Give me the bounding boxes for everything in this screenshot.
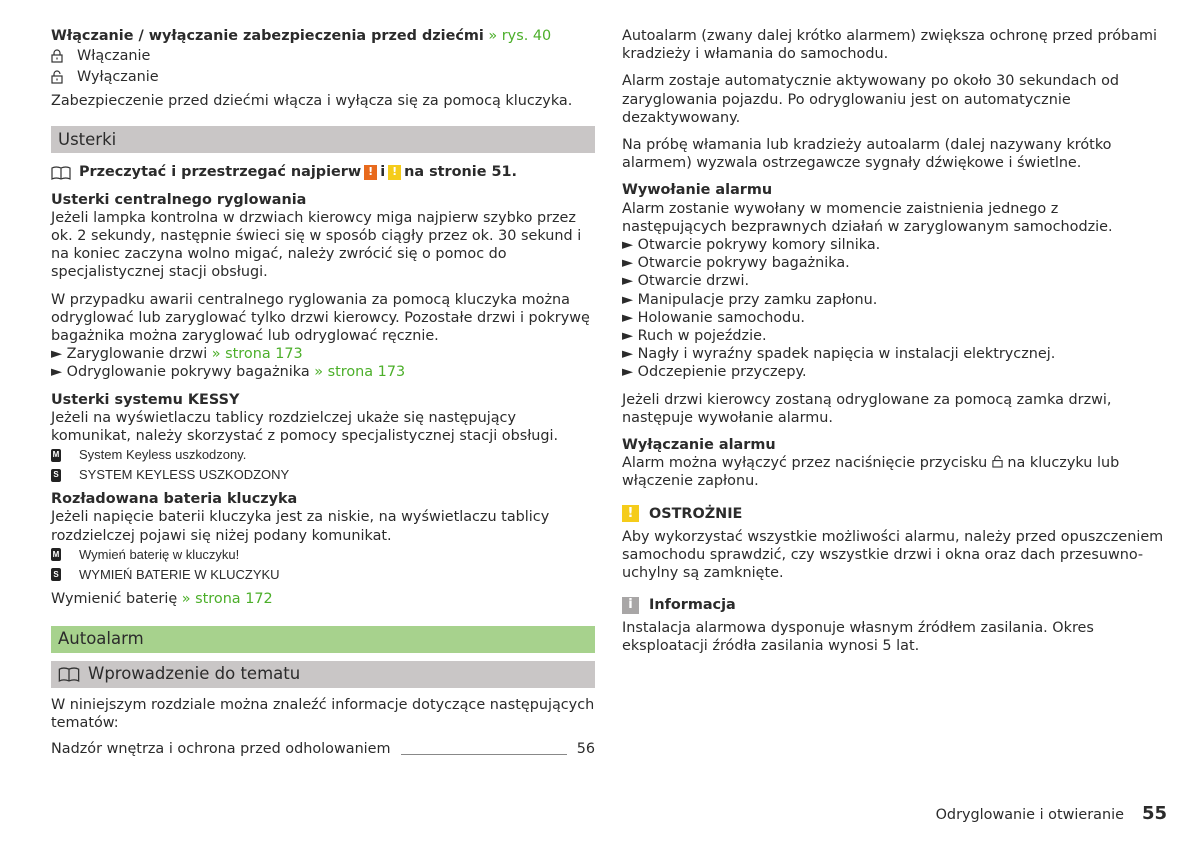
battery-replace (51, 590, 595, 608)
display-m-icon: M (51, 449, 61, 462)
book-icon (58, 667, 80, 682)
toc-row[interactable] (51, 740, 595, 758)
info-icon: i (622, 597, 639, 614)
alarm-para-1: Autoalarm (zwany dalej krótko alarmem) zwiększa ochronę przed próbami kradzieży i włamania do samochodu. (622, 28, 1158, 63)
battery-para: Jeżeli napięcie baterii kluczyka jest za niskie, na wyświetlaczu tablicy rozdzielczej pojawi się niżej podany komunikat. (51, 509, 550, 544)
display-m-icon: M (51, 548, 61, 561)
central-heading: Usterki centralnego ryglowania (51, 191, 307, 208)
warning-yellow-icon: ! (388, 165, 401, 180)
section-autoalarm-title: Autoalarm (58, 629, 144, 649)
childlock-text: Zabezpieczenie przed dziećmi włącza i wyłącza się za pomocą kluczyka. (51, 93, 573, 110)
central-bullet-1 (51, 345, 595, 363)
display-s-icon: S (51, 568, 61, 581)
childlock-heading-text: Włączanie / wyłączanie zabezpieczenia przed dziećmi (51, 28, 484, 44)
caution-para: Aby wykorzystać wszystkie możliwości alarmu, należy przed opuszczeniem samochodu sprawdzić, czy wszystkie drzwi i okna oraz dach przesuwno-uchylny są zamknięte. (622, 528, 1164, 582)
kessy-heading: Usterki systemu KESSY (51, 391, 240, 408)
lock-open-icon (51, 70, 63, 84)
lock-closed-icon (51, 49, 63, 63)
read-warning-mid: i (380, 164, 386, 181)
battery-heading: Rozładowana bateria kluczyka (51, 491, 298, 508)
section-faults (51, 126, 595, 153)
battery-replace-text: Wymienić baterię (51, 590, 178, 607)
section-intro-title: Wprowadzenie do tematu (88, 664, 301, 684)
alarm-para-2: Alarm zostaje automatycznie aktywowany po około 30 sekundach od zaryglowania pojazdu. Po odryglowaniu jest on automatycznie dezaktywowany. (622, 73, 1120, 126)
toc-leader-line (401, 753, 567, 755)
kessy-para: Jeżeli na wyświetlaczu tablicy rozdzielczej ukaże się następujący komunikat, należy skorzystać z pomocy specjalistycznej stacji obsługi. (51, 409, 559, 445)
list-item: ► Ruch w pojeździe. (622, 328, 767, 345)
read-warning-post: na stronie 51. (404, 164, 517, 181)
central-para-1: Jeżeli lampka kontrolna w drzwiach kierowcy miga najpierw szybko przez ok. 2 sekundy, następnie świeci się w sposób ciągły przez ok. 30 sekund i na koniec zaczyna wolno migać, należy zwrócić się o pomoc do specjalistycznej stacji obsługi. (51, 209, 582, 281)
battery-message-m (51, 545, 595, 565)
page-footer (936, 805, 1167, 824)
caution-icon: ! (622, 505, 639, 522)
read-warning-pre: Przeczytać i przestrzegać najpierw (79, 164, 362, 181)
off-para-pre: Alarm można wyłączyć przez naciśnięcie przycisku (622, 455, 988, 472)
unlock-para: Jeżeli drzwi kierowcy zostaną odryglowane za pomocą zamka drzwi, następuje wywołanie alarmu. (622, 391, 1112, 426)
list-item: ► Nagły i wyraźny spadek napięcia w instalacji elektrycznej. (622, 346, 1056, 363)
toc-item-page: 56 (576, 741, 595, 758)
battery-message-s (51, 565, 595, 585)
list-item: ► Otwarcie drzwi. (622, 273, 750, 290)
kessy-message-m-text: System Keyless uszkodzony. (79, 447, 247, 463)
central-bullet-2-link[interactable]: » strona 173 (314, 364, 406, 381)
page-number: 55 (1141, 803, 1167, 824)
warning-red-icon: ! (364, 165, 377, 180)
info-para: Instalacja alarmowa dysponuje własnym źródłem zasilania. Okres eksploatacji źródła zasilania wynosi 5 lat. (622, 620, 1094, 655)
off-para (622, 454, 1166, 490)
display-s-icon: S (51, 469, 61, 482)
central-bullet-2 (51, 363, 595, 381)
list-item: ► Otwarcie pokrywy bagażnika. (622, 255, 850, 272)
off-para-post: na kluczyku lub włączenie zapłonu. (622, 455, 1120, 490)
section-autoalarm (51, 626, 595, 653)
childlock-on-label: Włączanie (77, 47, 151, 64)
trigger-list (622, 236, 1166, 382)
toc-item-title: Nadzór wnętrza i ochrona przed odholowaniem (51, 741, 391, 758)
battery-message-s-text: WYMIEŃ BATERIE W KLUCZYKU (79, 566, 280, 582)
section-faults-title: Usterki (58, 129, 117, 149)
caution-header (622, 503, 1166, 525)
off-heading: Wyłączanie alarmu (622, 437, 776, 454)
central-bullet-2-text: ► Odryglowanie pokrywy bagażnika (51, 364, 310, 381)
central-bullet-1-link[interactable]: » strona 173 (211, 346, 303, 363)
central-bullet-1-text: ► Zaryglowanie drzwi (51, 346, 208, 363)
left-column (51, 27, 595, 759)
footer-section-title: Odryglowanie i otwieranie (935, 807, 1124, 823)
kessy-message-s (51, 465, 595, 485)
trigger-para: Alarm zostanie wywołany w momencie zaistnienia jednego z następujących bezprawnych działań w zaryglowanym samochodzie. (622, 200, 1113, 235)
info-title: Informacja (649, 597, 736, 614)
list-item: ► Holowanie samochodu. (622, 309, 806, 326)
section-intro (51, 661, 595, 688)
info-header (622, 594, 1166, 616)
caution-title: OSTROŻNIE (649, 505, 743, 522)
childlock-on-row (51, 45, 595, 66)
list-item: ► Odczepienie przyczepy. (622, 364, 807, 381)
trigger-heading: Wywołanie alarmu (622, 182, 773, 199)
battery-message-m-text: Wymień baterię w kluczyku! (79, 546, 240, 562)
intro-para: W niniejszym rozdziale można znaleźć informacje dotyczące następujących tematów: (51, 697, 595, 732)
read-warning-notice (51, 163, 595, 181)
childlock-off-row (51, 66, 595, 87)
childlock-heading (51, 27, 595, 45)
lock-open-icon (992, 455, 1003, 468)
right-column (622, 27, 1166, 656)
childlock-figure-link[interactable]: » rys. 40 (488, 28, 552, 44)
kessy-message-s-text: SYSTEM KEYLESS USZKODZONY (79, 467, 290, 483)
book-icon (51, 166, 71, 180)
central-para-2: W przypadku awarii centralnego ryglowania za pomocą kluczyka można odryglować lub zaryglować tylko drzwi kierowcy. Pozostałe drzwi i pokrywę bagażnika można zaryglować lub odryglować ręcznie. (51, 291, 590, 345)
battery-replace-link[interactable]: » strona 172 (181, 590, 273, 607)
list-item: ► Manipulacje przy zamku zapłonu. (622, 291, 878, 308)
list-item: ► Otwarcie pokrywy komory silnika. (622, 237, 881, 254)
childlock-off-label: Wyłączanie (77, 68, 159, 85)
kessy-message-m (51, 445, 595, 465)
alarm-para-3: Na próbę włamania lub kradzieży autoalarm (dalej nazywany krótko alarmem) wyzwala ostrzegawcze sygnały dźwiękowe i świetlne. (622, 137, 1112, 172)
